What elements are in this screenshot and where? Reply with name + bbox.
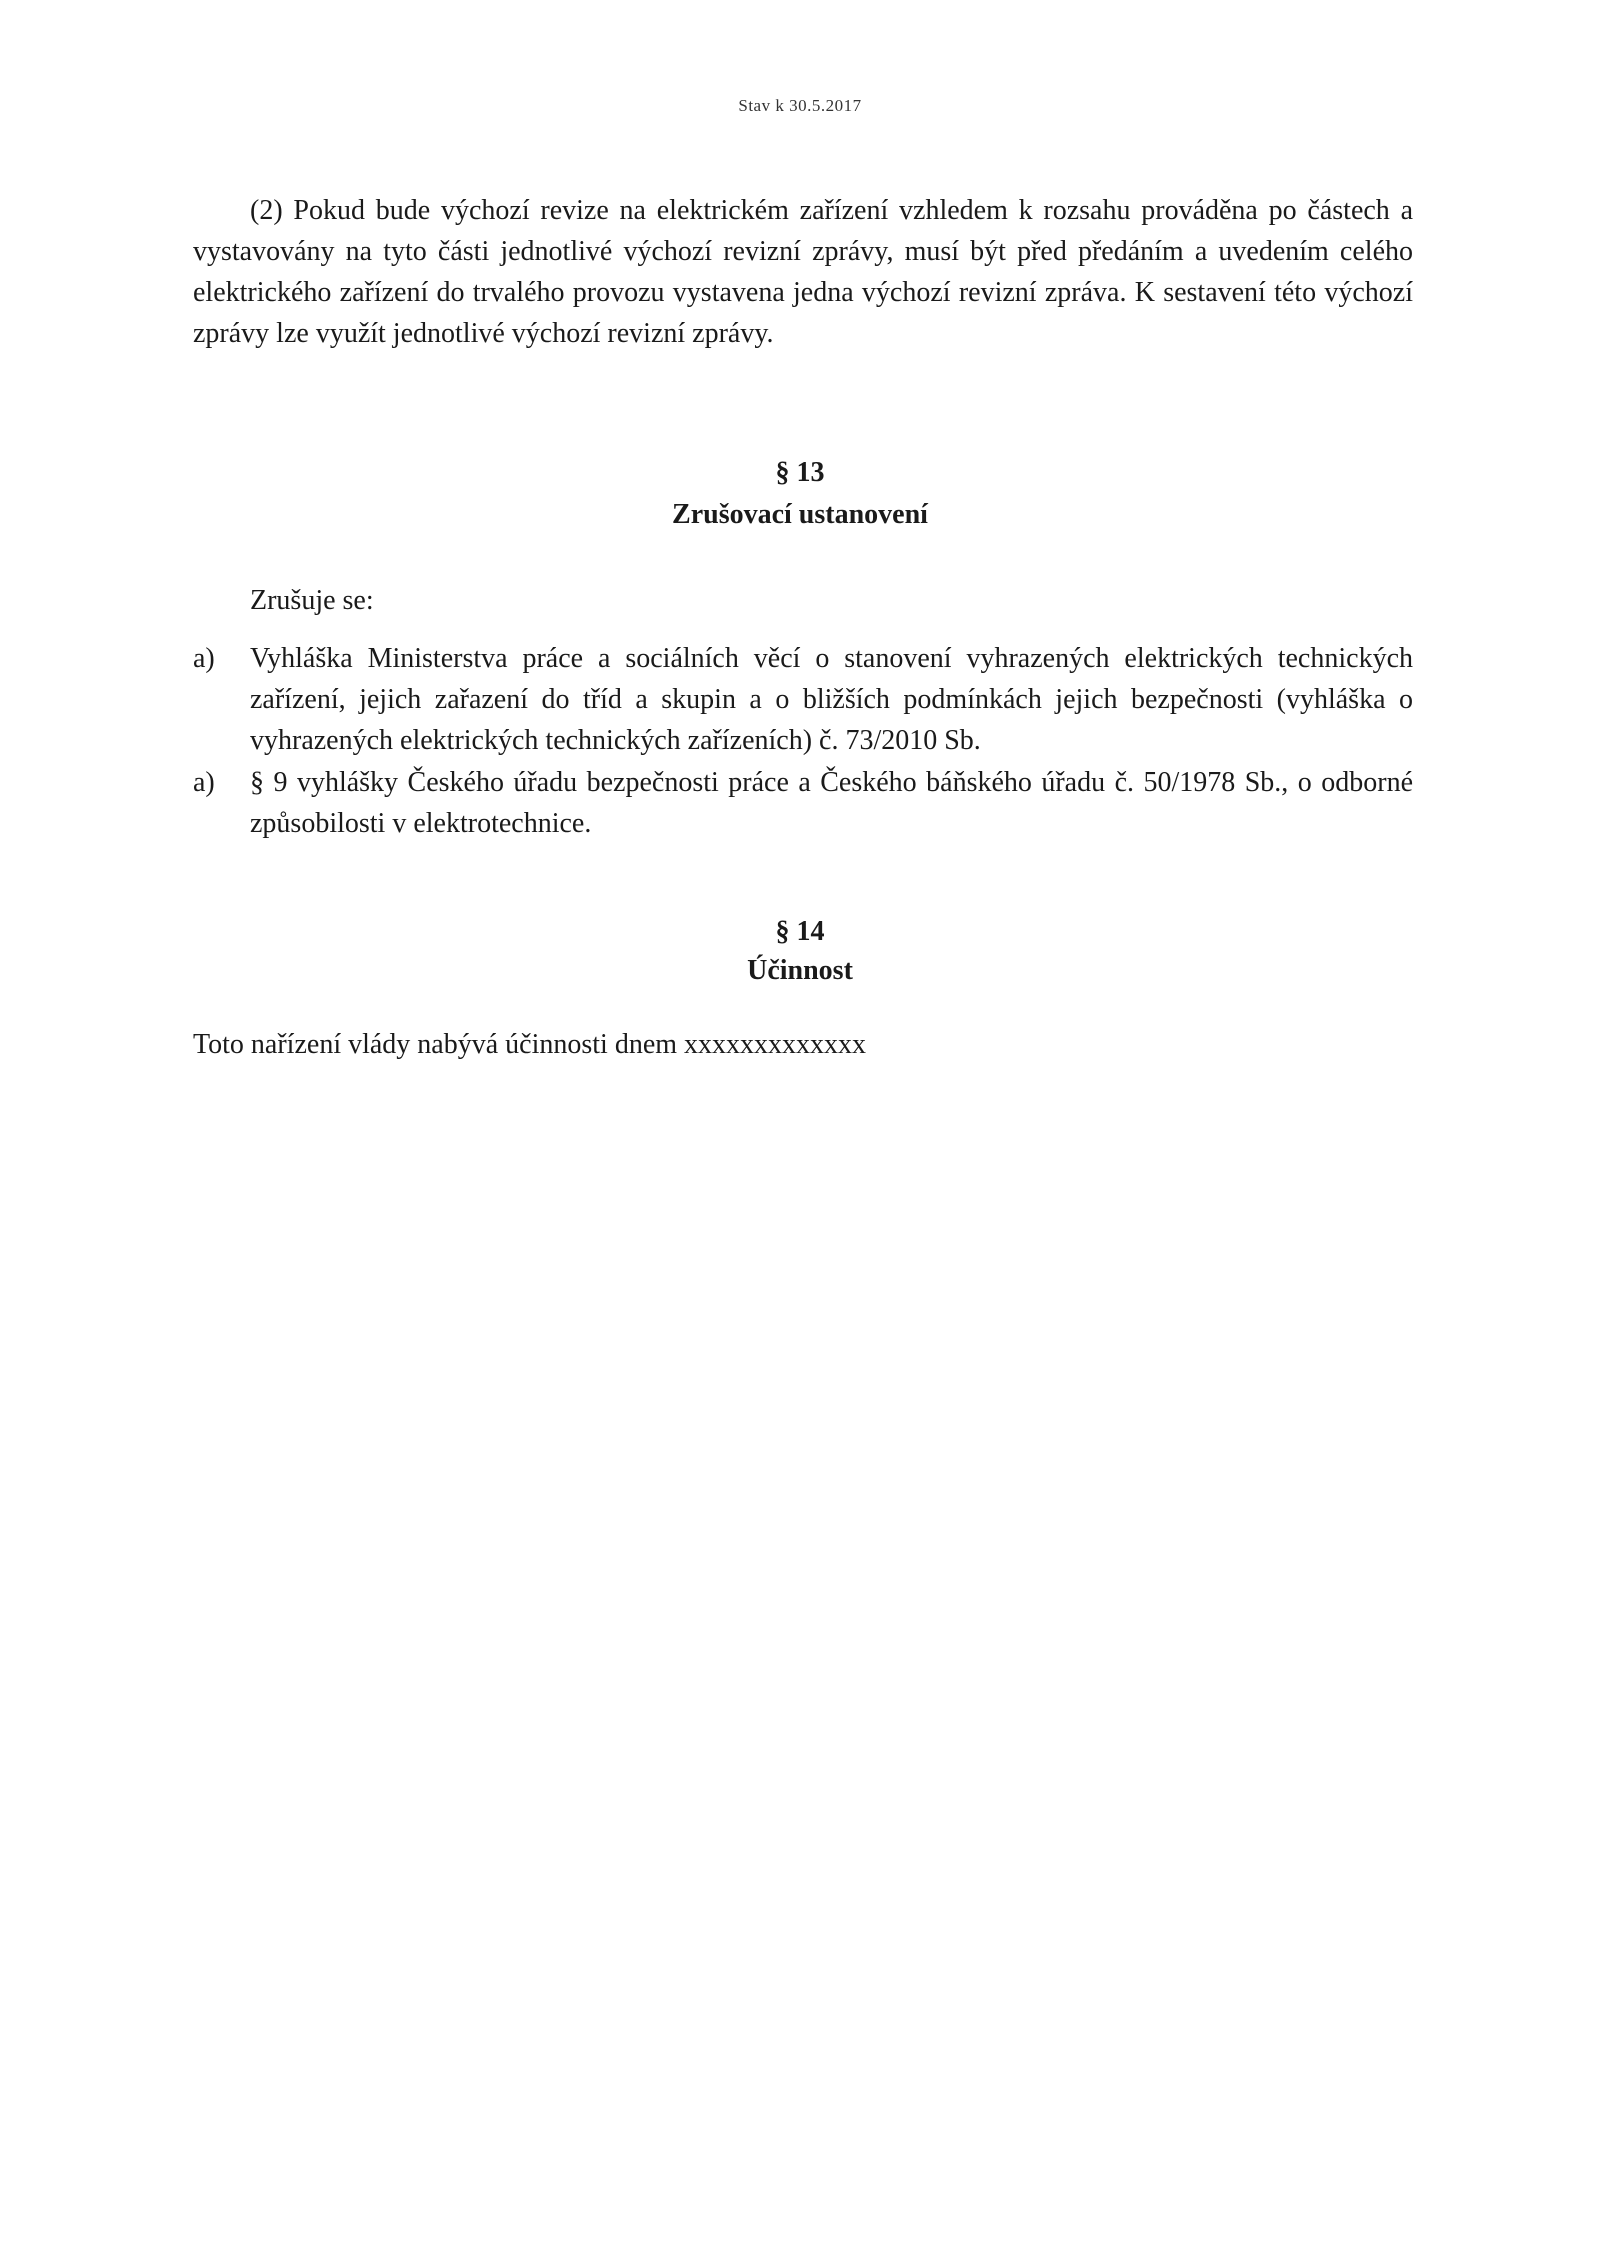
section-13-number: § 13 (775, 457, 825, 488)
section-13-intro: Zrušuje se: (250, 585, 374, 616)
section-14-text: Toto nařízení vlády nabývá účinnosti dnem xxxxxxxxxxxxx (193, 1029, 867, 1060)
list-item-text: § 9 vyhlášky Českého úřadu bezpečnosti práce a Českého báňského úřadu č. 50/1978 Sb., o odborné způsobilosti v elektrotechnice. (250, 767, 1413, 839)
section-14-title: Účinnost (747, 955, 853, 986)
list-marker: a) (193, 767, 215, 798)
list-item-text: Vyhláška Ministerstva práce a sociálních věcí o stanovení vyhrazených elektrických technických zařízení, jejich zařazení do tříd a skupin a o bližších podmínkách jejich bezpečnosti (vyhláška o vyhrazených elektrických technických zařízeních) č. 73/2010 Sb. (250, 643, 1413, 756)
page-header-date: Stav k 30.5.2017 (738, 96, 862, 115)
repeal-item-2 (193, 762, 1413, 844)
list-marker: a) (193, 643, 215, 674)
section-13-title: Zrušovací ustanovení (672, 499, 928, 530)
section-12-paragraph-2: (2) Pokud bude výchozí revize na elektrickém zařízení vzhledem k rozsahu prováděna po částech a vystavovány na tyto části jednotlivé výchozí revizní zprávy, musí být před předáním a uvedením celého elektrického zařízení do trvalého provozu vystavena jedna výchozí revizní zpráva. K sestavení této výchozí zprávy lze využít jednotlivé výchozí revizní zprávy. (193, 195, 1413, 349)
section-14-number: § 14 (775, 916, 825, 947)
repeal-item-1 (193, 638, 1413, 761)
